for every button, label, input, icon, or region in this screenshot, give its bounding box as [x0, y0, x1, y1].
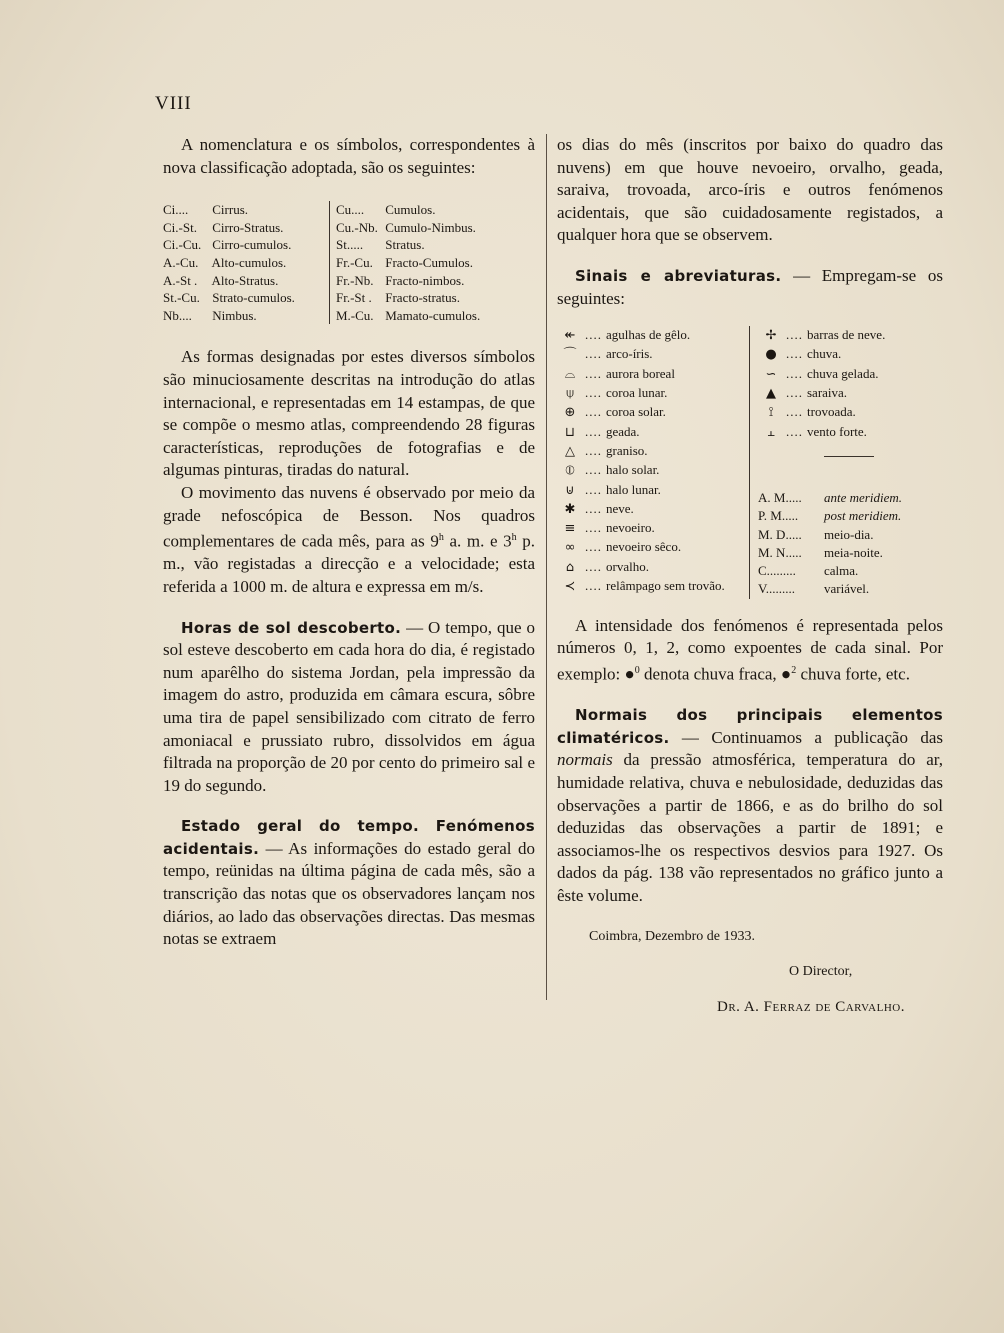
- short-rule: [824, 456, 874, 457]
- lunar-halo-icon: ⊍: [565, 482, 575, 498]
- leader-dots: ....: [585, 327, 602, 343]
- cloud-name: Cirrus.: [212, 202, 248, 218]
- sign-row: [758, 326, 938, 345]
- leader-dots: ....: [585, 385, 602, 401]
- cloud-name: Fracto-Cumulos.: [385, 254, 473, 270]
- sign-row: [758, 423, 938, 442]
- abbreviation: A. M.....: [758, 489, 802, 505]
- solar-halo-icon: ⦶: [565, 463, 575, 479]
- nomenclature-row: [163, 236, 323, 254]
- leader-dots: ....: [585, 481, 602, 497]
- nomenclature-row: [163, 307, 323, 325]
- leader-dots: ....: [786, 327, 803, 343]
- nomenclature-row: [163, 254, 323, 272]
- sign-label: halo solar.: [606, 462, 660, 478]
- cloud-name: Alto-cumulos.: [211, 254, 287, 270]
- sign-label: arco-íris.: [606, 346, 653, 362]
- leader-dots: ....: [585, 558, 602, 574]
- abbreviation-row: [758, 526, 938, 544]
- leader-dots: ....: [786, 365, 803, 381]
- cloud-abbreviation: Ci....: [163, 202, 189, 218]
- abbreviation-meaning: calma.: [824, 563, 859, 579]
- cloud-name: Strato-cumulos.: [212, 290, 295, 306]
- nomenclature-row: [336, 254, 480, 272]
- weather-paragraph: Estado geral do tempo. Fenómenos acidentais. — As informações do estado geral do tempo, reünidas na última página de cada mês, são a transcrição das notas que os observadores lançam nos diários, ao lado das observações directas. Das mesmas notas se extraem: [163, 817, 535, 949]
- sign-label: chuva.: [807, 346, 842, 362]
- nomenclature-table: [163, 201, 535, 324]
- column-divider: [546, 134, 547, 1000]
- signs-column-1: [557, 326, 750, 599]
- fog-icon: ≡: [564, 521, 576, 537]
- nomenclature-row: [336, 219, 480, 237]
- sign-label: vento forte.: [807, 423, 867, 439]
- leader-dots: ....: [585, 442, 602, 458]
- cloud-abbreviation: Cu.-Nb.: [336, 219, 378, 235]
- abbreviation: P. M.....: [758, 508, 799, 524]
- nomenclature-row: [163, 272, 323, 290]
- nomenclature-column-2: [330, 201, 480, 324]
- signature-role: O Director,: [789, 964, 853, 980]
- solar-corona-icon: ⊕: [564, 405, 576, 421]
- hail-icon: ▲: [766, 386, 776, 402]
- abbreviation-meaning: ante meridiem.: [824, 489, 902, 505]
- cloud-abbreviation: St.....: [336, 237, 364, 253]
- nomenclature-row: [163, 219, 323, 237]
- sign-row: [557, 558, 743, 577]
- sign-row: [557, 365, 743, 384]
- left-column: [163, 134, 535, 951]
- abbreviation: V.........: [758, 581, 795, 597]
- leader-dots: ....: [585, 365, 602, 381]
- cloud-name: Fracto-stratus.: [385, 290, 460, 306]
- sign-row: [557, 423, 743, 442]
- unit-ms: m/s: [454, 576, 480, 596]
- abbreviation: C.........: [758, 563, 796, 579]
- abbreviation-meaning: variável.: [824, 581, 870, 597]
- sign-label: coroa solar.: [606, 404, 666, 420]
- leader-dots: ....: [585, 346, 602, 362]
- abbreviation-row: [758, 580, 938, 598]
- sign-row: [557, 538, 743, 557]
- right-column: [557, 134, 943, 1018]
- sign-label: chuva gelada.: [807, 365, 879, 381]
- signs-column-2: [750, 326, 938, 599]
- thunderstorm-icon: ⟟: [768, 405, 774, 421]
- dry-fog-icon: ∞: [564, 540, 576, 556]
- lightning-icon: ≺: [564, 579, 576, 595]
- leader-dots: ....: [585, 500, 602, 516]
- intro-paragraph: A nomenclatura e os símbolos, correspondentes à nova classificação adoptada, são os seguintes:: [163, 135, 535, 177]
- rain-icon: ●: [765, 347, 777, 363]
- cloud-abbreviation: A.-Cu.: [163, 254, 199, 270]
- sign-row: [557, 481, 743, 500]
- nomenclature-row: [163, 289, 323, 307]
- movement-paragraph: O movimento das nuvens é observado por meio da grade nefoscópica de Besson. Nos quadros complementares de cada mês, para as 9$^h$ a. m. e 3$^h$ p. m., vão registadas a direcção e a velocidade; esta referida a 1000 m. de altura e expressa em m/s.: [163, 482, 535, 596]
- sign-label: nevoeiro sêco.: [606, 539, 682, 555]
- cloud-name: Cumulo-Nimbus.: [385, 219, 476, 235]
- frost-icon: ⊔: [564, 424, 576, 440]
- normals-paragraph: Normais dos principais elementos climatéricos. — Continuamos a publicação das normais da pressão atmosférica, temperatura do ar, humidade relativa, chuva e nebulosidade, deduzidas das observações a partir de 1866, e as do brilho do sol deduzidas das observações a partir de 1891; e associamos-lhe os respectivos desvios para 1927. Os dados da pág. 138 vão representados no gráfico junto a êste volume.: [557, 706, 943, 905]
- leader-dots: ....: [585, 404, 602, 420]
- sign-row: [557, 403, 743, 422]
- cloud-name: Stratus.: [385, 237, 425, 253]
- freezing-rain-icon: ∽: [765, 366, 777, 382]
- cloud-abbreviation: St.-Cu.: [163, 290, 200, 306]
- sunshine-paragraph: Horas de sol descoberto. — O tempo, que o sol esteve descoberto em cada hora do dia, é registado num aparêlho do sistema Jordan, pela impressão da imagem do astro, produzida em câmara escura, sôbre uma tira de papel sensibilizado com citrato de ferro amoniacal e prussiato rubro, dissolvidos em água filtrada na proporção de 20 por cento do primeiro sal e 19 do segundo.: [163, 617, 535, 795]
- abbreviation-meaning: meia-noite.: [824, 544, 883, 560]
- snow-icon: ✱: [564, 501, 576, 517]
- sign-label: barras de neve.: [807, 327, 886, 343]
- abbreviation-row: [758, 562, 938, 580]
- cloud-name: Cirro-cumulos.: [212, 237, 292, 253]
- leader-dots: ....: [786, 385, 803, 401]
- abbreviation-meaning: post meridiem.: [824, 508, 902, 524]
- sign-row: [557, 500, 743, 519]
- sign-row: [758, 403, 938, 422]
- signature-name: Dr. A. Ferraz de Carvalho.: [717, 998, 905, 1015]
- leader-dots: ....: [786, 423, 803, 439]
- continuation-paragraph: os dias do mês (inscritos por baixo do quadro das nuvens) em que houve nevoeiro, orvalho, geada, saraiva, trovoada, arco-íris e outros fenómenos acidentais, que são cuidadosamente registados, a qualquer hora que se observem.: [557, 135, 943, 245]
- graupel-icon: △: [565, 443, 575, 459]
- aurora-icon: ⌓: [564, 366, 576, 382]
- leader-dots: ....: [585, 520, 602, 536]
- sign-row: [758, 365, 938, 384]
- leader-dots: ....: [585, 423, 602, 439]
- sign-row: [557, 384, 743, 403]
- cloud-abbreviation: M.-Cu.: [336, 307, 374, 323]
- cloud-name: Fracto-nimbos.: [385, 272, 465, 288]
- sign-row: [557, 577, 743, 596]
- cloud-abbreviation: Cu....: [336, 202, 365, 218]
- signs-heading: Sinais e abreviaturas.: [575, 266, 782, 285]
- sign-label: relâmpago sem trovão.: [606, 578, 725, 594]
- sign-label: aurora boreal: [606, 365, 675, 381]
- nomenclature-row: [336, 201, 480, 219]
- leader-dots: ....: [585, 539, 602, 555]
- nomenclature-column-1: [163, 201, 330, 324]
- sign-row: [557, 326, 743, 345]
- snow-pellets-icon: ✢: [765, 328, 777, 344]
- abbreviation: M. D.....: [758, 526, 802, 542]
- cloud-abbreviation: Ci.-St.: [163, 219, 197, 235]
- sign-label: geada.: [606, 423, 640, 439]
- cloud-name: Mamato-cumulos.: [385, 307, 481, 323]
- abbreviation-row: [758, 507, 938, 525]
- nomenclature-row: [336, 236, 480, 254]
- rain-icon: ●: [780, 664, 792, 684]
- cloud-abbreviation: Ci.-Cu.: [163, 237, 202, 253]
- abbreviation: M. N.....: [758, 544, 802, 560]
- ice-needles-icon: ↞: [564, 328, 576, 344]
- strong-wind-icon: ⫠: [767, 424, 775, 440]
- signature-place-date: Coimbra, Dezembro de 1933.: [589, 928, 756, 944]
- intensity-paragraph: A intensidade dos fenómenos é representada pelos números 0, 1, 2, como expoentes de cada sinal. Por exemplo: ●$^0$ denota chuva fraca, ●$^2$ chuva forte, etc.: [557, 615, 943, 684]
- nomenclature-row: [163, 201, 323, 219]
- signs-table: [557, 326, 943, 599]
- rain-icon: ●: [624, 664, 635, 684]
- sign-row: [557, 461, 743, 480]
- rainbow-icon: ⌒: [563, 347, 577, 363]
- nomenclature-row: [336, 289, 480, 307]
- cloud-abbreviation: Nb....: [163, 307, 192, 323]
- forms-paragraph: As formas designadas por estes diversos símbolos são minuciosamente descritas na introdução do atlas internacional, e representadas em 14 estampas, de que se compõe o mesmo atlas, compreendendo 28 figuras características, reproduções de fotografias e de algumas pinturas, tiradas do natural.: [163, 347, 535, 480]
- sunshine-heading: Horas de sol descoberto.: [181, 618, 402, 637]
- dew-icon: ⌂: [565, 559, 575, 575]
- abbreviation-row: [758, 544, 938, 562]
- sign-label: agulhas de gêlo.: [606, 327, 691, 343]
- sign-label: coroa lunar.: [606, 385, 668, 401]
- sign-label: orvalho.: [606, 558, 649, 574]
- nomenclature-row: [336, 307, 480, 325]
- sign-row: [557, 442, 743, 461]
- cloud-name: Cirro-Stratus.: [212, 219, 284, 235]
- sign-label: nevoeiro.: [606, 520, 655, 536]
- cloud-abbreviation: Fr.-Nb.: [336, 272, 374, 288]
- sign-row: [758, 384, 938, 403]
- cloud-name: Nimbus.: [212, 307, 257, 323]
- nomenclature-row: [336, 272, 480, 290]
- abbreviation-meaning: meio-dia.: [824, 526, 874, 542]
- lunar-corona-icon: ⍦: [566, 386, 574, 402]
- leader-dots: ....: [585, 578, 602, 594]
- cloud-abbreviation: Fr.-Cu.: [336, 254, 373, 270]
- sign-label: saraiva.: [807, 385, 848, 401]
- abbreviation-list: [758, 489, 938, 599]
- normals-heading: Normais dos principais elementos climatéricos.: [557, 706, 943, 747]
- sign-row: [557, 345, 743, 364]
- sign-label: halo lunar.: [606, 481, 661, 497]
- abbreviation-row: [758, 489, 938, 507]
- sign-row: [758, 345, 938, 364]
- page-number: VIII: [155, 93, 192, 114]
- weather-heading: Estado geral do tempo. Fenómenos acidentais.: [163, 817, 535, 858]
- sign-row: [557, 519, 743, 538]
- leader-dots: ....: [786, 404, 803, 420]
- sign-label: graniso.: [606, 442, 648, 458]
- cloud-name: Alto-Stratus.: [211, 272, 279, 288]
- cloud-abbreviation: Fr.-St .: [336, 290, 372, 306]
- signs-intro: Sinais e abreviaturas. — Empregam-se os seguintes:: [557, 265, 943, 308]
- cloud-name: Cumulos.: [385, 202, 436, 218]
- cloud-abbreviation: A.-St .: [163, 272, 198, 288]
- leader-dots: ....: [786, 346, 803, 362]
- sign-label: neve.: [606, 500, 634, 516]
- sign-label: trovoada.: [807, 404, 856, 420]
- leader-dots: ....: [585, 462, 602, 478]
